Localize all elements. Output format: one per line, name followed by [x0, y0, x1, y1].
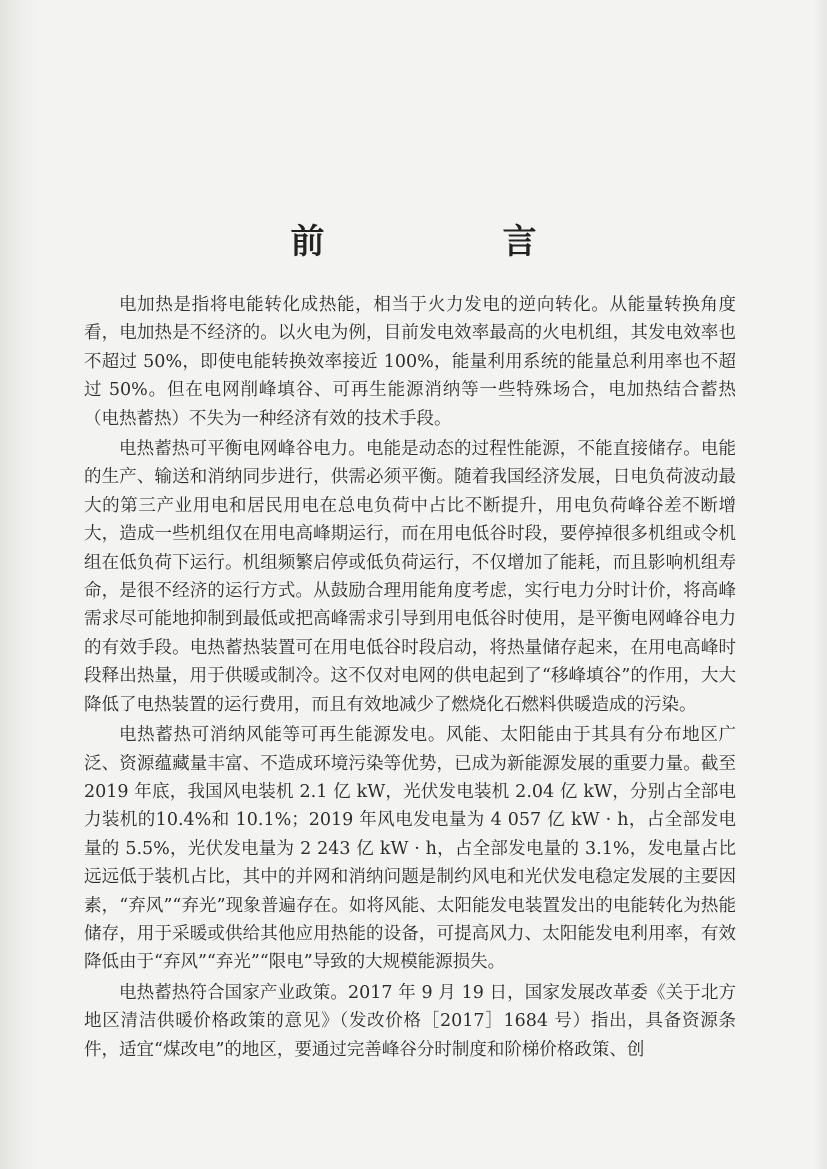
- body-text: [84, 291, 736, 1066]
- paragraph: 电热蓄热可消纳风能等可再生能源发电。风能、太阳能由于其具有分布地区广泛、资源蕴藏量丰富、不造成环境污染等优势，已成为新能源发展的重要力量。截至 2019 年底，我国风电装机 2.1 亿 kW，光伏发电装机 2.04 亿 kW，分别占全部电力装机的10.4%和 10.1%；2019 年风电发电量为 4 057 亿 kW · h，占全部发电量的 5.5%，光伏发电量为 2 243 亿 kW · h，占全部发电量的 3.1%，发电量占比远远低于装机占比，其中的并网和消纳问题是制约风电和光伏发电稳定发展的主要因素，“弃风”“弃光”现象普遍存在。如将风能、太阳能发电装置发出的电能转化为热能储存，用于采暖或供给其他应用热能的设备，可提高风力、太阳能发电利用率，有效降低由于“弃风”“弃光”“限电”导致的大规模能源损失。: [84, 725, 736, 973]
- paragraph: 电加热是指将电能转化成热能，相当于火力发电的逆向转化。从能量转换角度看，电加热是不经济的。以火电为例，目前发电效率最高的火电机组，其发电效率也不超过 50%，即使电能转换效率接近 100%，能量利用系统的能量总利用率也不超过 50%。但在电网削峰填谷、可再生能源消纳等一些特殊场合，电加热结合蓄热（电热蓄热）不失为一种经济有效的技术手段。: [84, 295, 736, 429]
- page-title: 前 言: [290, 222, 609, 262]
- page-left-edge-shadow: [0, 0, 36, 1169]
- paragraph: 电热蓄热符合国家产业政策。2017 年 9 月 19 日，国家发展改革委《关于北方地区清洁供暖价格政策的意见》（发改价格［2017］1684 号）指出，具备资源条件，适宜“煤改电”的地区，要通过完善峰谷分时制度和阶梯价格政策、创: [84, 982, 736, 1060]
- page-right-edge-shadow: [813, 0, 827, 1169]
- paragraph: 电热蓄热可平衡电网峰谷电力。电能是动态的过程性能源，不能直接储存。电能的生产、输送和消纳同步进行，供需必须平衡。随着我国经济发展，日电负荷波动最大的第三产业用电和居民用电在总电负荷中占比不断提升，用电负荷峰谷差不断增大，造成一些机组仅在用电高峰期运行，而在用电低谷时段，要停掉很多机组或令机组在低负荷下运行。机组频繁启停或低负荷运行，不仅增加了能耗，而且影响机组寿命，是很不经济的运行方式。从鼓励合理用能角度考虑，实行电力分时计价，将高峰需求尽可能地抑制到最低或把高峰需求引导到用电低谷时使用，是平衡电网峰谷电力的有效手段。电热蓄热装置可在用电低谷时段启动，将热量储存起来，在用电高峰时段释出热量，用于供暖或制冷。这不仅对电网的供电起到了“移峰填谷”的作用，大大降低了电热装置的运行费用，而且有效地减少了燃烧化石燃料供暖造成的污染。: [84, 439, 736, 715]
